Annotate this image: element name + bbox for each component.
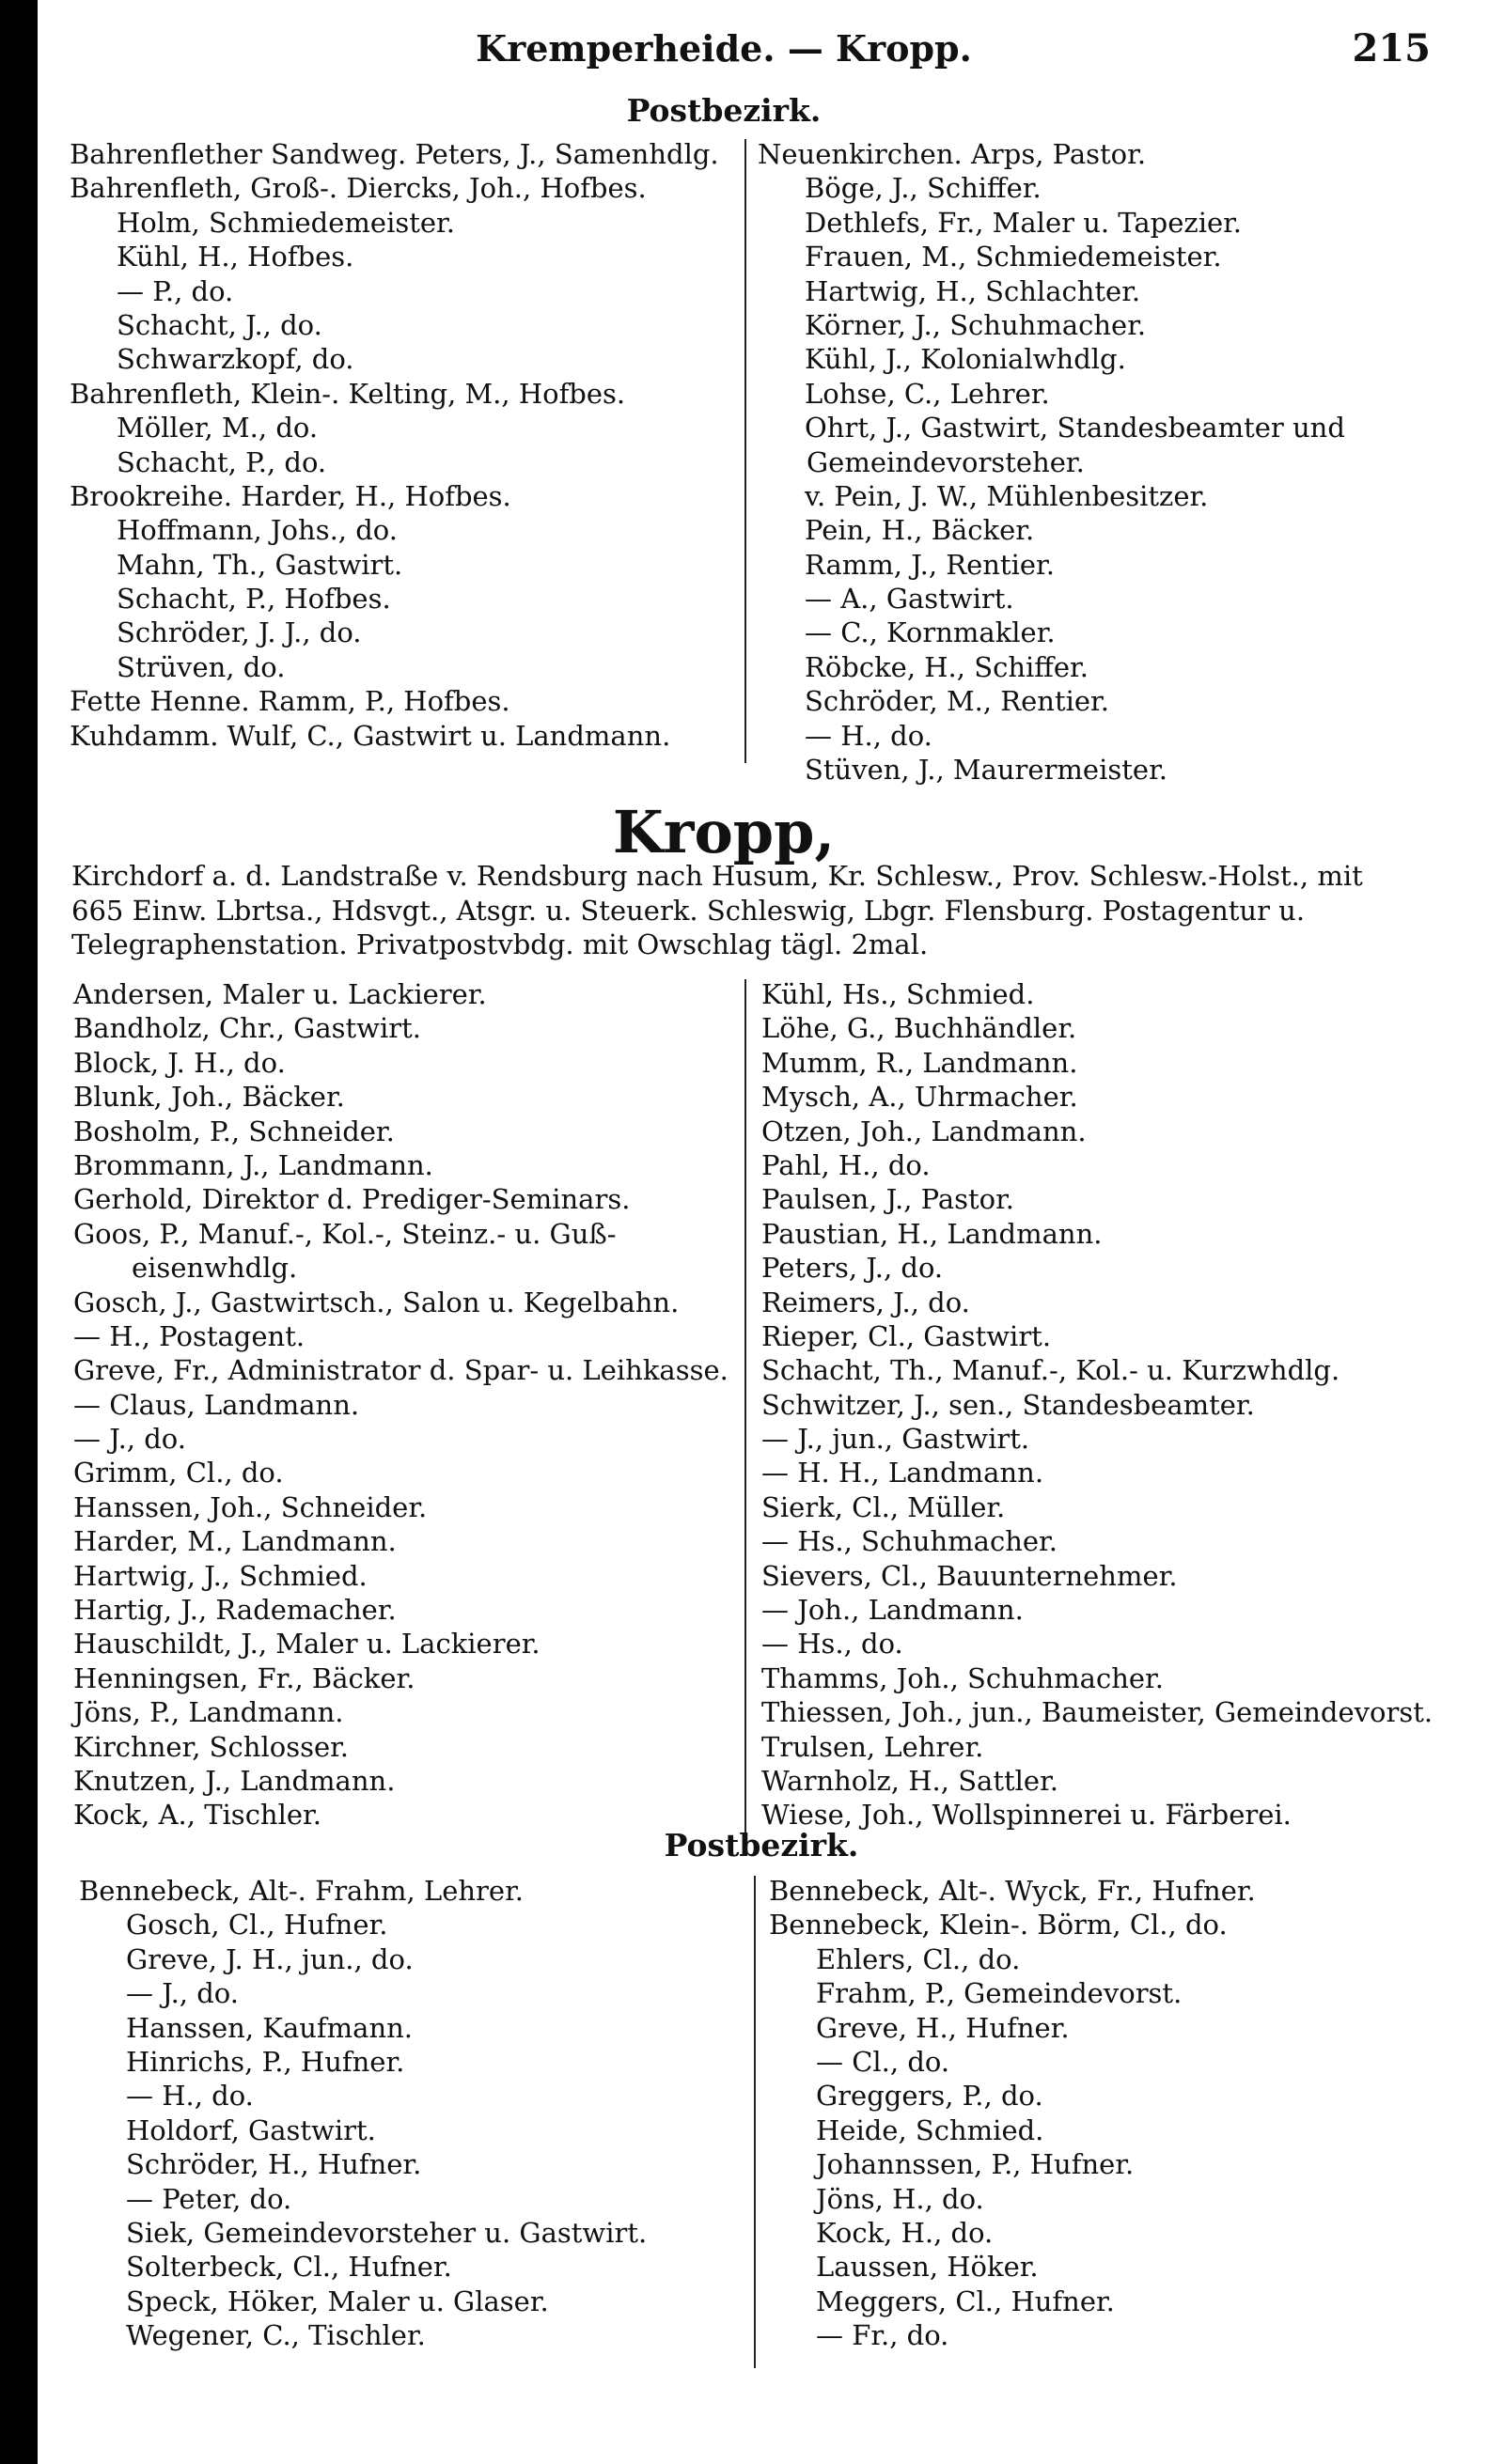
directory-entry: Bosholm, P., Schneider. xyxy=(73,1115,395,1147)
directory-entry: Sierk, Cl., Müller. xyxy=(761,1490,1006,1523)
directory-entry: Trulsen, Lehrer. xyxy=(761,1730,984,1763)
page-number: 215 xyxy=(1352,26,1431,70)
directory-entry: Schacht, Th., Manuf.-, Kol.- u. Kurzwhdlg. xyxy=(761,1354,1340,1387)
directory-entry: Sievers, Cl., Bauunternehmer. xyxy=(761,1559,1178,1592)
directory-entry: Holdorf, Gastwirt. xyxy=(126,2113,376,2146)
directory-entry: — J., jun., Gastwirt. xyxy=(761,1423,1030,1456)
directory-entry: Heide, Schmied. xyxy=(816,2113,1044,2146)
directory-entry: Bennebeck, Alt-. Frahm, Lehrer. xyxy=(79,1875,524,1907)
directory-entry: Block, J. H., do. xyxy=(73,1046,286,1079)
directory-entry: Böge, J., Schiffer. xyxy=(805,172,1042,205)
directory-entry: Schacht, P., do. xyxy=(117,445,327,478)
directory-entry: Schröder, M., Rentier. xyxy=(805,685,1109,718)
directory-entry: Neuenkirchen. Arps, Pastor. xyxy=(758,138,1147,170)
directory-entry: Solterbeck, Cl., Hufner. xyxy=(126,2251,452,2284)
directory-entry: Blunk, Joh., Bäcker. xyxy=(73,1081,345,1114)
directory-entry: Siek, Gemeindevorsteher u. Gastwirt. xyxy=(126,2216,648,2249)
directory-entry: Gerhold, Direktor d. Prediger-Seminars. xyxy=(73,1183,631,1216)
directory-entry: Jöns, P., Landmann. xyxy=(73,1696,344,1729)
directory-entry: — A., Gastwirt. xyxy=(805,583,1014,616)
kropp-right-column xyxy=(761,977,1476,1832)
directory-entry: Kuhdamm. Wulf, C., Gastwirt u. Landmann. xyxy=(70,719,671,752)
directory-entry: Hartwig, J., Schmied. xyxy=(73,1559,368,1592)
directory-entry: Brommann, J., Landmann. xyxy=(73,1148,433,1181)
directory-entry: v. Pein, J. W., Mühlenbesitzer. xyxy=(805,479,1209,512)
directory-entry: Schwarzkopf, do. xyxy=(117,343,354,376)
description-line: Telegraphenstation. Privatpostvbdg. mit Owschlag tägl. 2mal. xyxy=(71,928,929,960)
directory-entry: — J., do. xyxy=(126,1977,239,2010)
directory-entry: Greve, Fr., Administrator d. Spar- u. Leihkasse. xyxy=(73,1354,728,1387)
directory-entry: Grimm, Cl., do. xyxy=(73,1457,284,1489)
directory-entry: Schröder, J. J., do. xyxy=(117,616,362,649)
directory-entry: Bahrenfleth, Klein-. Kelting, M., Hofbes. xyxy=(70,377,626,410)
directory-entry: Knutzen, J., Landmann. xyxy=(73,1764,396,1797)
directory-entry: Reimers, J., do. xyxy=(761,1286,970,1318)
directory-entry: Pein, H., Bäcker. xyxy=(805,514,1035,547)
directory-entry: Greve, H., Hufner. xyxy=(816,2011,1070,2044)
directory-entry: Kühl, J., Kolonialwhdlg. xyxy=(805,343,1126,376)
directory-entry: Thiessen, Joh., jun., Baumeister, Gemeindevorst. xyxy=(761,1696,1434,1729)
directory-entry: Kock, H., do. xyxy=(816,2216,994,2249)
directory-entry: Hinrichs, P., Hufner. xyxy=(126,2045,405,2078)
directory-entry: Harder, M., Landmann. xyxy=(73,1525,397,1558)
directory-entry: Kirchner, Schlosser. xyxy=(73,1730,350,1763)
directory-entry: Paulsen, J., Pastor. xyxy=(761,1183,1015,1216)
directory-entry: Frauen, M., Schmiedemeister. xyxy=(805,241,1222,273)
directory-entry: Fette Henne. Ramm, P., Hofbes. xyxy=(70,685,510,718)
directory-entry: Möller, M., do. xyxy=(117,412,319,444)
directory-entry: Pahl, H., do. xyxy=(761,1148,931,1181)
directory-entry: Greve, J. H., jun., do. xyxy=(126,1942,414,1975)
directory-entry: — Cl., do. xyxy=(816,2045,950,2078)
directory-entry: — H. H., Landmann. xyxy=(761,1457,1044,1489)
directory-entry: Mumm, R., Landmann. xyxy=(761,1046,1078,1079)
directory-entry: — Hs., do. xyxy=(761,1628,903,1661)
directory-entry: Gemeindevorsteher. xyxy=(807,445,1085,478)
directory-entry: Wiese, Joh., Wollspinnerei u. Färberei. xyxy=(761,1799,1292,1832)
section-title-kremperheide-postbezirk: Postbezirk. xyxy=(626,92,822,129)
kremperheide-right-column xyxy=(758,137,1472,787)
directory-entry: Henningsen, Fr., Bäcker. xyxy=(73,1661,415,1694)
directory-entry: Greggers, P., do. xyxy=(816,2080,1043,2113)
directory-entry: — Peter, do. xyxy=(126,2182,292,2215)
directory-entry: Brookreihe. Harder, H., Hofbes. xyxy=(70,479,511,512)
directory-entry: Bahrenflether Sandweg. Peters, J., Samenhdlg. xyxy=(70,138,719,170)
directory-entry: — H., do. xyxy=(805,719,932,752)
directory-entry: Bennebeck, Klein-. Börm, Cl., do. xyxy=(769,1909,1228,1942)
description-line: 665 Einw. Lbrtsa., Hdsvgt., Atsgr. u. Steuerk. Schleswig, Lbgr. Flensburg. Postagentur u. xyxy=(71,894,1306,927)
directory-entry: Röbcke, H., Schiffer. xyxy=(805,650,1089,683)
directory-entry: Hanssen, Joh., Schneider. xyxy=(73,1490,428,1523)
directory-entry: Thamms, Joh., Schuhmacher. xyxy=(761,1661,1164,1694)
directory-entry: Holm, Schmiedemeister. xyxy=(117,206,455,239)
directory-entry: Schwitzer, J., sen., Standesbeamter. xyxy=(761,1388,1255,1421)
directory-entry: Hauschildt, J., Maler u. Lackierer. xyxy=(73,1628,540,1661)
section-title-kropp-postbezirk: Postbezirk. xyxy=(664,1827,859,1864)
town-description xyxy=(71,859,1463,962)
directory-entry: Dethlefs, Fr., Maler u. Tapezier. xyxy=(805,206,1243,239)
directory-entry: Warnholz, H., Sattler. xyxy=(761,1764,1058,1797)
directory-entry: Gosch, Cl., Hufner. xyxy=(126,1909,388,1942)
directory-entry: Hartwig, H., Schlachter. xyxy=(805,274,1141,307)
directory-entry: Mahn, Th., Gastwirt. xyxy=(117,548,403,581)
kropp-postbezirk-right-column xyxy=(769,1874,1483,2352)
directory-entry: Kock, A., Tischler. xyxy=(73,1799,321,1832)
column-divider xyxy=(744,979,746,1842)
directory-page xyxy=(38,0,1504,2464)
directory-entry: Peters, J., do. xyxy=(761,1252,944,1285)
directory-entry: Goos, P., Manuf.-, Kol.-, Steinz.- u. Guß- xyxy=(73,1217,617,1250)
directory-entry: Wegener, C., Tischler. xyxy=(126,2319,426,2352)
directory-entry: Schacht, P., Hofbes. xyxy=(117,583,391,616)
directory-entry: Laussen, Höker. xyxy=(816,2251,1039,2284)
directory-entry: Paustian, H., Landmann. xyxy=(761,1217,1103,1250)
directory-entry: Bahrenfleth, Groß-. Diercks, Joh., Hofbes. xyxy=(70,172,647,205)
directory-entry: Bennebeck, Alt-. Wyck, Fr., Hufner. xyxy=(769,1875,1256,1907)
directory-entry: — C., Kornmakler. xyxy=(805,616,1056,649)
directory-entry: Meggers, Cl., Hufner. xyxy=(816,2285,1115,2317)
running-title: Kremperheide. — Kropp. xyxy=(476,27,972,70)
directory-entry: Mysch, A., Uhrmacher. xyxy=(761,1081,1078,1114)
description-line: Kirchdorf a. d. Landstraße v. Rendsburg nach Husum, Kr. Schlesw., Prov. Schlesw.-Holst., mit xyxy=(71,860,1363,892)
directory-entry: Hanssen, Kaufmann. xyxy=(126,2011,414,2044)
directory-entry: — H., Postagent. xyxy=(73,1319,306,1352)
directory-entry: Körner, J., Schuhmacher. xyxy=(805,308,1147,341)
directory-entry: Kühl, Hs., Schmied. xyxy=(761,978,1035,1010)
directory-entry: — Hs., Schuhmacher. xyxy=(761,1525,1058,1558)
directory-entry: Johannssen, P., Hufner. xyxy=(816,2148,1135,2181)
directory-entry: Stüven, J., Maurermeister. xyxy=(805,754,1167,787)
kropp-postbezirk-left-column xyxy=(79,1874,793,2352)
directory-entry: eisenwhdlg. xyxy=(132,1252,298,1285)
kropp-left-column xyxy=(73,977,788,1832)
directory-entry: — P., do. xyxy=(117,274,234,307)
town-title-kropp: Kropp, xyxy=(612,798,836,866)
directory-entry: Strüven, do. xyxy=(117,650,286,683)
kremperheide-left-column xyxy=(70,137,784,753)
directory-entry: Bandholz, Chr., Gastwirt. xyxy=(73,1012,421,1045)
directory-entry: Speck, Höker, Maler u. Glaser. xyxy=(126,2285,549,2317)
directory-entry: Ohrt, J., Gastwirt, Standesbeamter und xyxy=(805,412,1345,444)
directory-entry: Otzen, Joh., Landmann. xyxy=(761,1115,1087,1147)
directory-entry: Lohse, C., Lehrer. xyxy=(805,377,1050,410)
directory-entry: Kühl, H., Hofbes. xyxy=(117,241,354,273)
column-divider xyxy=(754,1876,756,2368)
directory-entry: Andersen, Maler u. Lackierer. xyxy=(73,978,487,1010)
directory-entry: Frahm, P., Gemeindevorst. xyxy=(816,1977,1183,2010)
directory-entry: Gosch, J., Gastwirtsch., Salon u. Kegelbahn. xyxy=(73,1286,680,1318)
directory-entry: Ehlers, Cl., do. xyxy=(816,1942,1021,1975)
directory-entry: — Joh., Landmann. xyxy=(761,1594,1024,1627)
directory-entry: — Claus, Landmann. xyxy=(73,1388,360,1421)
directory-entry: Schröder, H., Hufner. xyxy=(126,2148,422,2181)
directory-entry: Jöns, H., do. xyxy=(816,2182,984,2215)
directory-entry: Ramm, J., Rentier. xyxy=(805,548,1055,581)
directory-entry: Hoffmann, Johs., do. xyxy=(117,514,398,547)
directory-entry: — H., do. xyxy=(126,2080,254,2113)
column-divider xyxy=(744,139,746,763)
directory-entry: Hartig, J., Rademacher. xyxy=(73,1594,397,1627)
directory-entry: Schacht, J., do. xyxy=(117,308,322,341)
directory-entry: Rieper, Cl., Gastwirt. xyxy=(761,1319,1052,1352)
directory-entry: — J., do. xyxy=(73,1423,186,1456)
directory-entry: — Fr., do. xyxy=(816,2319,949,2352)
directory-entry: Löhe, G., Buchhändler. xyxy=(761,1012,1077,1045)
